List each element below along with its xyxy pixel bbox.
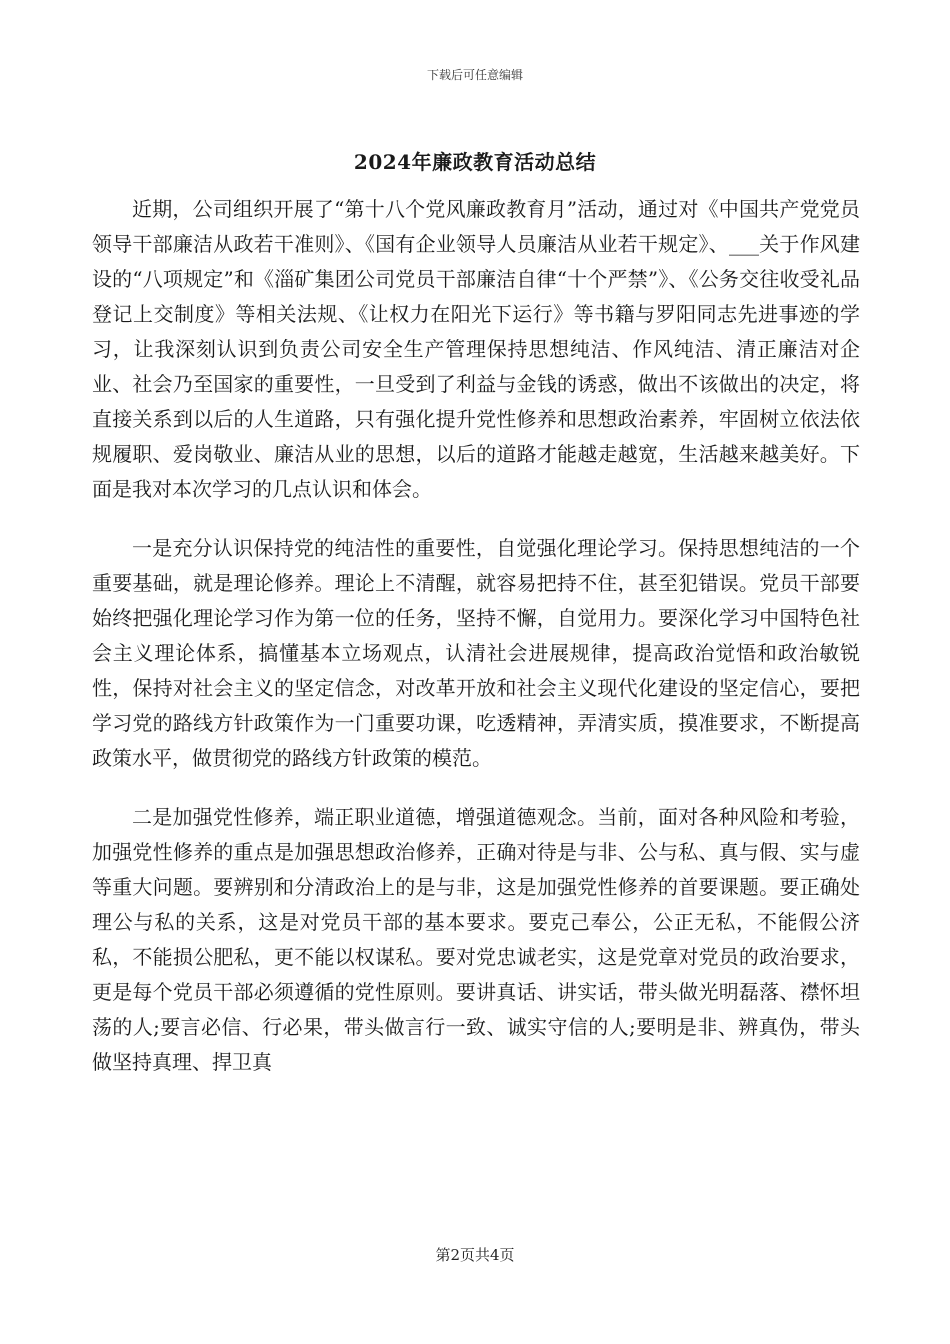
page-header-note: 下载后可任意编辑 bbox=[426, 68, 523, 82]
paragraph-intro: 近期，公司组织开展了“第十八个党风廉政教育月”活动，通过对《中国共产党党员领导干部廉洁从政若干准则》、《国有企业领导人员廉洁从业若干规定》、___关于作风建设的“八项规定”和《淄矿集团公司党员干部廉洁自律“十个严禁”》、《公务交往收受礼品登记上交制度》等相关法规、《让权力在阳光下运行》等书籍与罗阳同志先进事迹的学习，让我深刻认识到负责公司安全生产管理保持思想纯洁、作风纯洁、清正廉洁对企业、社会乃至国家的重要性，一旦受到了利益与金钱的诱惑，做出不该做出的决定，将直接关系到以后的人生道路，只有强化提升党性修养和思想政治素养，牢固树立依法依规履职、爱岗敬业、廉洁从业的思想，以后的道路才能越走越宽，生活越来越美好。下面是我对本次学习的几点认识和体会。 bbox=[92, 197, 860, 501]
document-title: 2024年廉政教育活动总结 bbox=[353, 150, 597, 174]
paragraph-point-one: 一是充分认识保持党的纯洁性的重要性，自觉强化理论学习。保持思想纯洁的一个重要基础，就是理论修养。理论上不清醒，就容易把持不住，甚至犯错误。党员干部要始终把强化理论学习作为第一位的任务，坚持不懈，自觉用力。要深化学习中国特色社会主义理论体系，搞懂基本立场观点，认清社会进展规律，提高政治觉悟和政治敏锐性，保持对社会主义的坚定信念，对改革开放和社会主义现代化建设的坚定信心，要把学习党的路线方针政策作为一门重要功课，吃透精神，弄清实质，摸准要求，不断提高政策水平，做贯彻党的路线方针政策的模范。 bbox=[92, 536, 860, 770]
page-number: 第2页共4页 bbox=[435, 1246, 515, 1264]
paragraph-point-two: 二是加强党性修养，端正职业道德，增强道德观念。当前，面对各种风险和考验，加强党性修养的重点是加强思想政治修养，正确对待是与非、公与私、真与假、实与虚等重大问题。要辨别和分清政治上的是与非，这是加强党性修养的首要课题。要正确处理公与私的关系，这是对党员干部的基本要求。要克己奉公，公正无私，不能假公济私，不能损公肥私，更不能以权谋私。要对党忠诚老实，这是党章对党员的政治要求，更是每个党员干部必须遵循的党性原则。要讲真话、讲实话，带头做光明磊落、襟怀坦荡的人;要言必信、行必果，带头做言行一致、诚实守信的人;要明是非、辨真伪，带头做坚持真理、捍卫真 bbox=[92, 805, 860, 1074]
document-body bbox=[92, 192, 860, 1104]
